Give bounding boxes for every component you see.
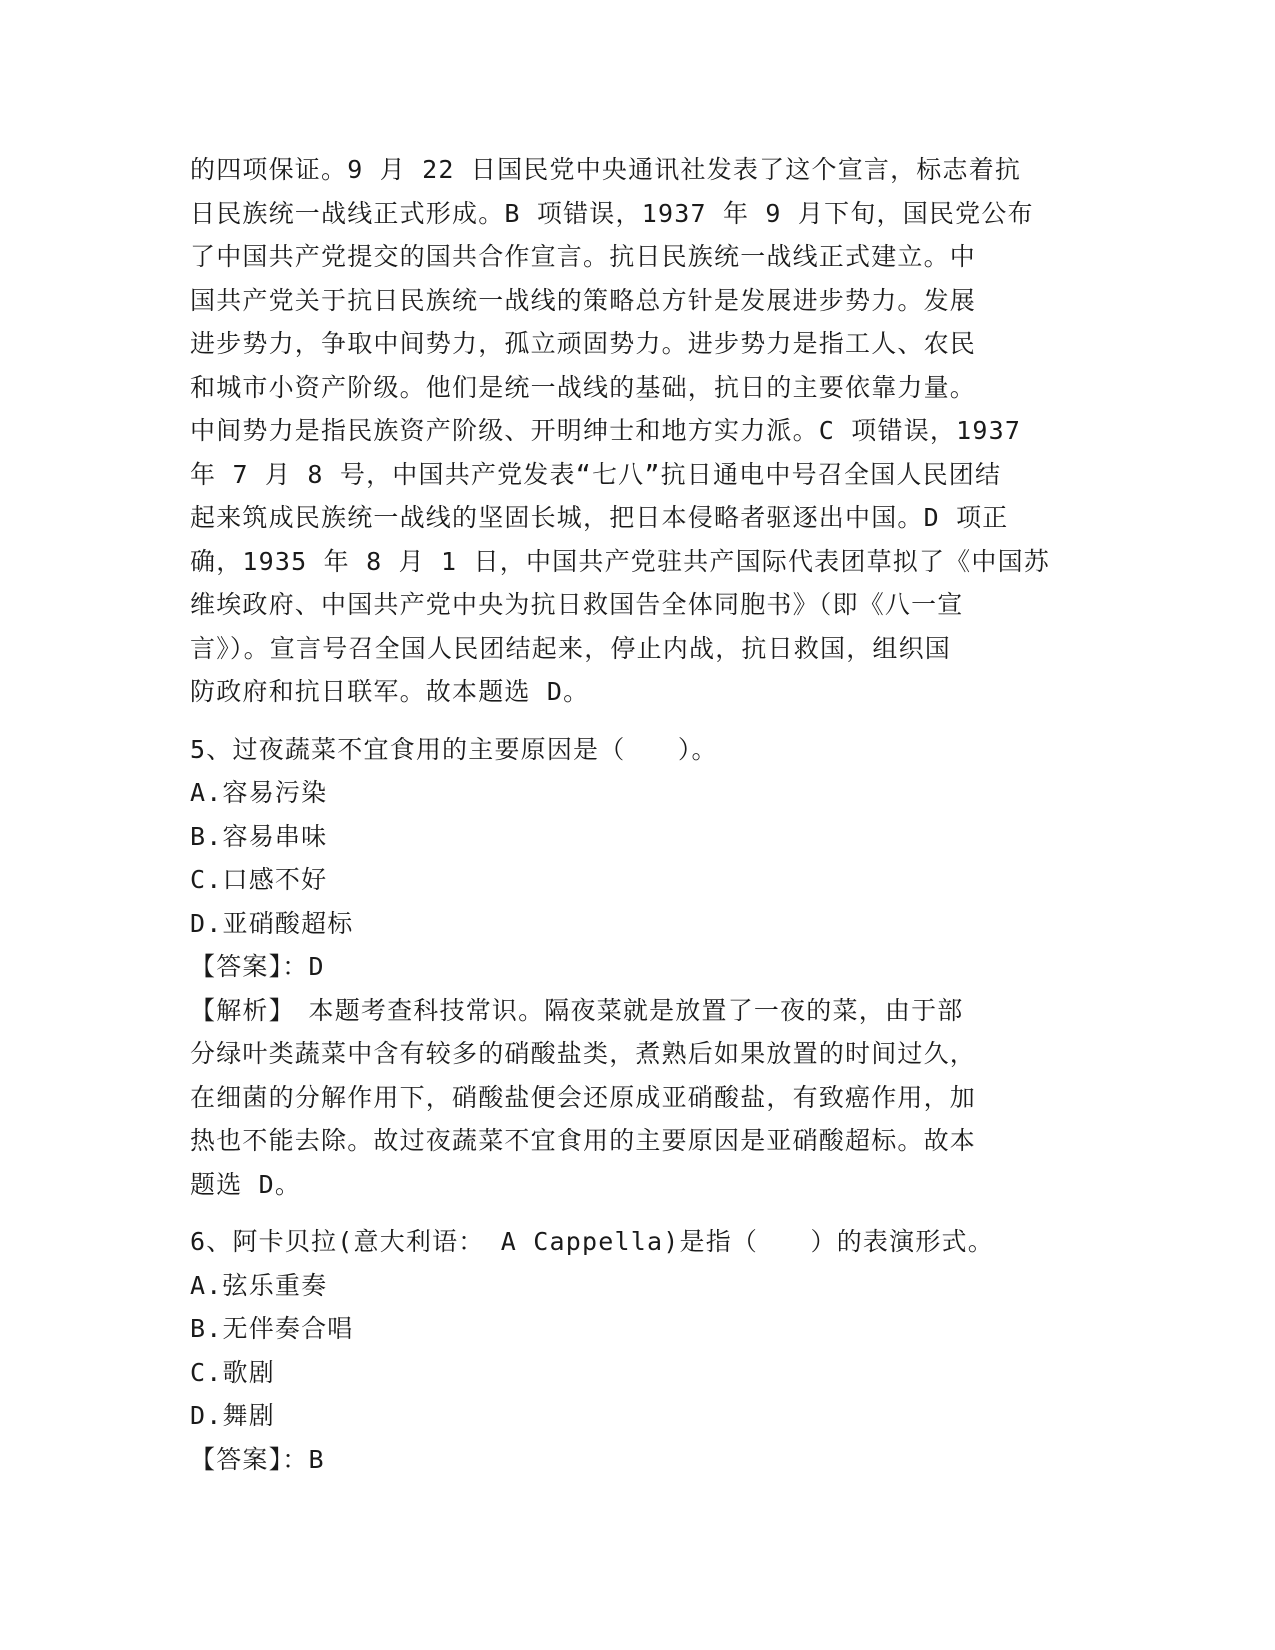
question-5-analysis	[190, 989, 1070, 1207]
answer-line: 【答案】：D	[190, 952, 325, 981]
explanation-line: 防政府和抗日联军。故本题选 D。	[190, 677, 590, 706]
option-d: D.亚硝酸超标	[190, 908, 354, 938]
explanation-line: 日民族统一战线正式形成。B 项错误，1937 年 9 月下旬，国民党公布	[190, 198, 1034, 228]
option-a: A.弦乐重奏	[190, 1270, 328, 1300]
explanation-line: 中间势力是指民族资产阶级、开明绅士和地方实力派。C 项错误，1937	[190, 416, 1022, 445]
option-c: C.口感不好	[190, 865, 328, 894]
option-d: D.舞剧	[190, 1401, 275, 1430]
option-b: B.容易串味	[190, 821, 328, 851]
explanation-line: 年 7 月 8 号，中国共产党发表“七八”抗日通电中号召全国人民团结	[190, 459, 1002, 489]
previous-question-explanation	[190, 148, 1070, 714]
analysis-line: 题选 D。	[190, 1169, 302, 1199]
explanation-line: 国共产党关于抗日民族统一战线的策略总方针是发展进步势力。发展	[190, 285, 977, 315]
option-a: A.容易污染	[190, 778, 328, 807]
explanation-line: 言》）。宣言号召全国人民团结起来，停止内战，抗日救国，组织国	[190, 633, 952, 663]
question-6	[190, 1220, 1070, 1481]
analysis-line: 热也不能去除。故过夜蔬菜不宜食用的主要原因是亚硝酸超标。故本	[190, 1126, 977, 1155]
explanation-line: 和城市小资产阶级。他们是统一战线的基础，抗日的主要依靠力量。	[190, 372, 977, 402]
answer-line: 【答案】：B	[190, 1444, 325, 1474]
analysis-line: 在细菌的分解作用下，硝酸盐便会还原成亚硝酸盐，有致癌作用，加	[190, 1082, 977, 1112]
explanation-line: 维埃政府、中国共产党中央为抗日救国告全体同胞书》（即《八一宣	[190, 590, 964, 619]
explanation-line: 的四项保证。9 月 22 日国民党中央通讯社发表了这个宣言，标志着抗	[190, 155, 1022, 184]
analysis-line: 【解析】 本题考查科技常识。隔夜菜就是放置了一夜的菜，由于部	[190, 995, 964, 1025]
explanation-line: 进步势力，争取中间势力，孤立顽固势力。进步势力是指工人、农民	[190, 329, 977, 358]
question-stem: 5、过夜蔬菜不宜食用的主要原因是（ ）。	[190, 734, 718, 764]
explanation-line: 了中国共产党提交的国共合作宣言。抗日民族统一战线正式建立。中	[190, 242, 977, 271]
explanation-line: 确，1935 年 8 月 1 日，中国共产党驻共产国际代表团草拟了《中国苏	[190, 546, 1050, 576]
option-c: C.歌剧	[190, 1357, 275, 1387]
question-stem: 6、阿卡贝拉(意大利语： A Cappella)是指（ ）的表演形式。	[190, 1227, 994, 1256]
question-5	[190, 728, 1070, 989]
explanation-line: 起来筑成民族统一战线的坚固长城，把日本侵略者驱逐出中国。D 项正	[190, 503, 1009, 532]
document-body	[190, 148, 1070, 1481]
option-b: B.无伴奏合唱	[190, 1314, 354, 1343]
analysis-line: 分绿叶类蔬菜中含有较多的硝酸盐类，煮熟后如果放置的时间过久，	[190, 1039, 977, 1068]
